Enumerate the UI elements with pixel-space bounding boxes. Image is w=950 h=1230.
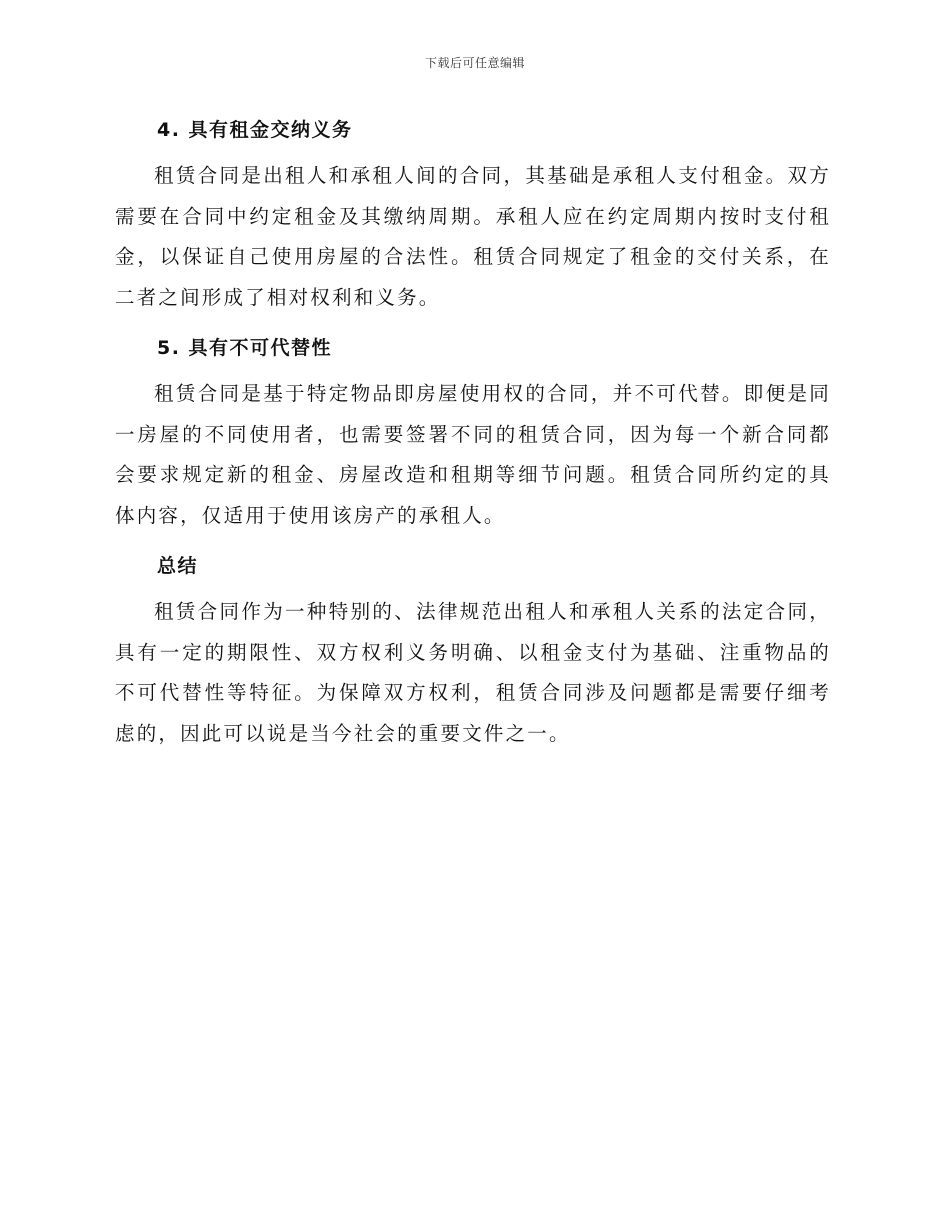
section-paragraph: 租赁合同是基于特定物品即房屋使用权的合同，并不可代替。即便是同一房屋的不同使用者，也需要签署不同的租赁合同，因为每一个新合同都会要求规定新的租金、房屋改造和租期等细节问题。租赁合同所约定的具体内容，仅适用于使用该房产的承租人。 xyxy=(115,382,831,527)
section-irreplaceability xyxy=(115,328,831,536)
section-heading: 4. 具有租金交纳义务 xyxy=(157,119,353,141)
section-heading: 总结 xyxy=(157,555,199,577)
section-rent-payment xyxy=(115,110,831,318)
section-summary xyxy=(115,546,831,754)
section-paragraph: 租赁合同是出租人和承租人间的合同，其基础是承租人支付租金。双方需要在合同中约定租金及其缴纳周期。承租人应在约定周期内按时支付租金，以保证自己使用房屋的合法性。租赁合同规定了租金的交付关系，在二者之间形成了相对权利和义务。 xyxy=(115,164,831,309)
section-paragraph: 租赁合同作为一种特别的、法律规范出租人和承租人关系的法定合同，具有一定的期限性、双方权利义务明确、以租金支付为基础、注重物品的不可代替性等特征。为保障双方权利，租赁合同涉及问题都是需要仔细考虑的，因此可以说是当今社会的重要文件之一。 xyxy=(115,600,831,745)
header-note: 下载后可任意编辑 xyxy=(424,56,525,70)
document-body xyxy=(115,110,831,764)
section-heading: 5. 具有不可代替性 xyxy=(157,337,333,359)
